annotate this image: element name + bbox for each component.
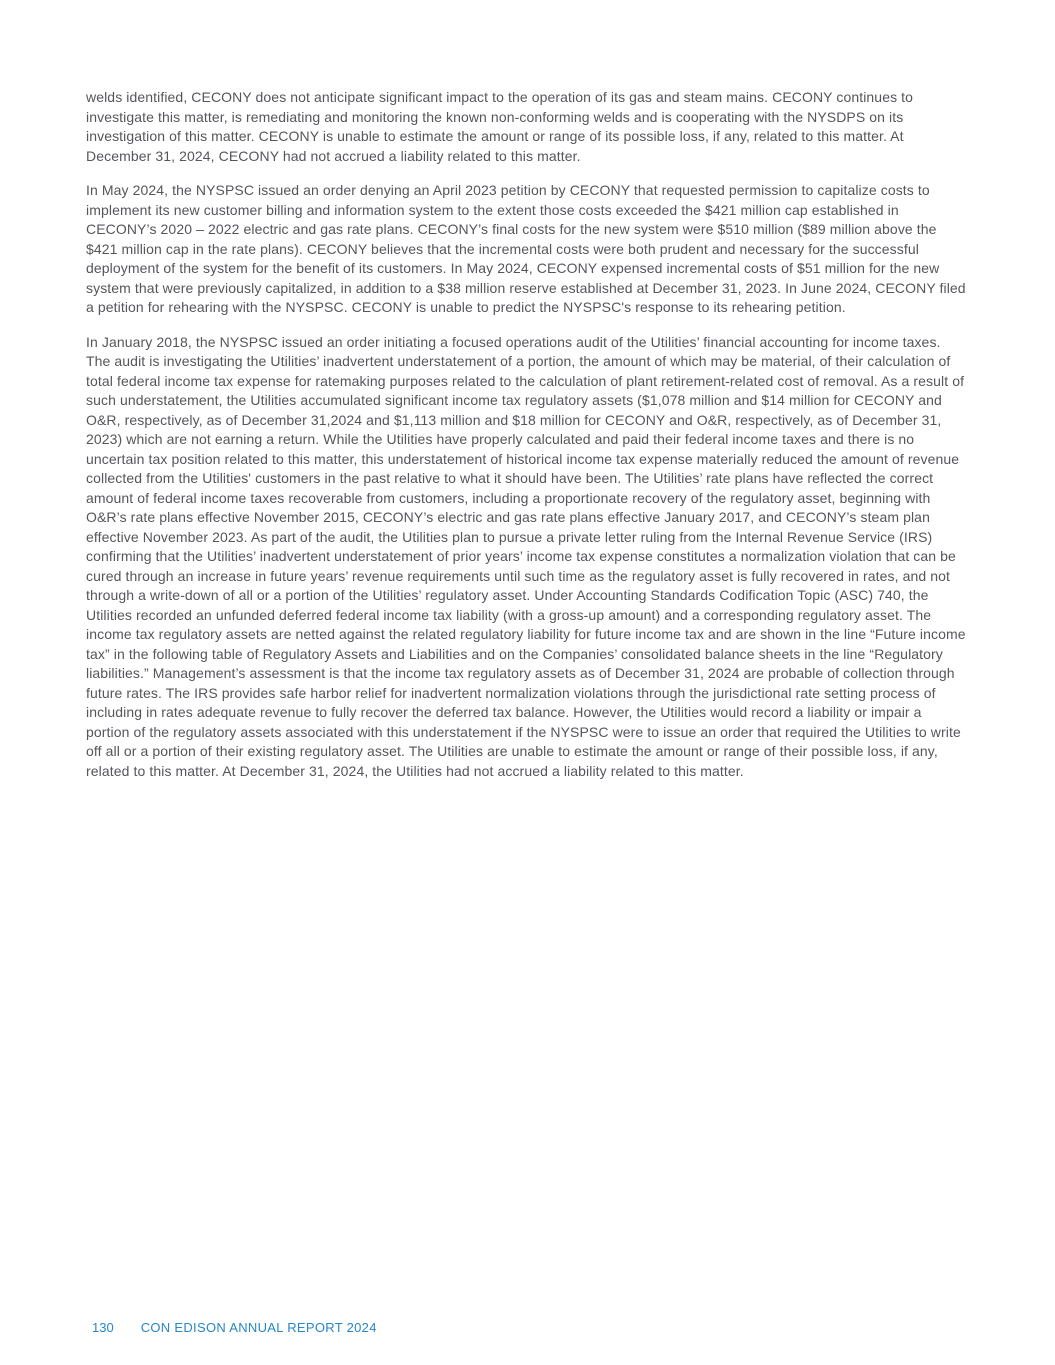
page-body [86, 88, 968, 796]
page-footer [92, 1320, 377, 1336]
body-paragraph-billing-system: In May 2024, the NYSPSC issued an order denying an April 2023 petition by CECONY that requested permission to capitalize costs to implement its new customer billing and information system to the extent those costs exceeded the $421 million cap established in CECONY’s 2020 – 2022 electric and gas rate plans. CECONY’s final costs for the new system were $510 million ($89 million above the $421 million cap in the rate plans). CECONY believes that the incremental costs were both prudent and necessary for the successful deployment of the system for the benefit of its customers. In May 2024, CECONY expensed incremental costs of $51 million for the new system that were previously capitalized, in addition to a $38 million reserve established at December 31, 2023. In June 2024, CECONY filed a petition for rehearing with the NYSPSC. CECONY is unable to predict the NYSPSC's response to its rehearing petition. [86, 182, 966, 315]
footer-report-title: CON EDISON ANNUAL REPORT 2024 [140, 1320, 377, 1335]
body-paragraph-operations-audit: In January 2018, the NYSPSC issued an order initiating a focused operations audit of the Utilities’ financial accounting for income taxes. The audit is investigating the Utilities’ inadvertent understatement of a portion, the amount of which may be material, of their calculation of total federal income tax expense for ratemaking purposes related to the calculation of plant retirement-related cost of removal. As a result of such understatement, the Utilities accumulated significant income tax regulatory assets ($1,078 million and $14 million for CECONY and O&R, respectively, as of December 31,2024 and $1,113 million and $18 million for CECONY and O&R, respectively, as of December 31, 2023) which are not earning a return. While the Utilities have properly calculated and paid their federal income taxes and there is no uncertain tax position related to this matter, this understatement of historical income tax expense materially reduced the amount of revenue collected from the Utilities' customers in the past relative to what it should have been. The Utilities’ rate plans have reflected the correct amount of federal income taxes recoverable from customers, including a proportionate recovery of the regulatory asset, beginning with O&R’s rate plans effective November 2015, CECONY’s electric and gas rate plans effective January 2017, and CECONY’s steam plan effective November 2023. As part of the audit, the Utilities plan to pursue a private letter ruling from the Internal Revenue Service (IRS) confirming that the Utilities’ inadvertent understatement of prior years’ income tax expense constitutes a normalization violation that can be cured through an increase in future years’ revenue requirements until such time as the regulatory asset is fully recovered in rates, and not through a write-down of all or a portion of the Utilities’ regulatory asset. Under Accounting Standards Codification Topic (ASC) 740, the Utilities recorded an unfunded deferred federal income tax liability (with a gross-up amount) and a corresponding regulatory asset. The income tax regulatory assets are netted against the related regulatory liability for future income tax and are shown in the line “Future income tax” in the following table of Regulatory Assets and Liabilities and on the Companies’ consolidated balance sheets in the line “Regulatory liabilities.” Management’s assessment is that the income tax regulatory assets as of December 31, 2024 are probable of collection through future rates. The IRS provides safe harbor relief for inadvertent normalization violations through the jurisdictional rate setting process of including in rates adequate revenue to fully recover the deferred tax balance. However, the Utilities would record a liability or impair a portion of the regulatory assets associated with this understatement if the NYSPSC were to issue an order that required the Utilities to write off all or a portion of their existing regulatory asset. The Utilities are unable to estimate the amount or range of their possible loss, if any, related to this matter. At December 31, 2024, the Utilities had not accrued a liability related to this matter. [86, 333, 966, 779]
footer-page-number: 130 [92, 1320, 114, 1335]
body-paragraph-welds: welds identified, CECONY does not anticipate significant impact to the operation of its gas and steam mains. CECONY continues to investigate this matter, is remediating and monitoring the known non-conforming welds and is cooperating with the NYSDPS on its investigation of this matter. CECONY is unable to estimate the amount or range of its possible loss, if any, related to this matter. At December 31, 2024, CECONY had not accrued a liability related to this matter. [86, 89, 914, 164]
